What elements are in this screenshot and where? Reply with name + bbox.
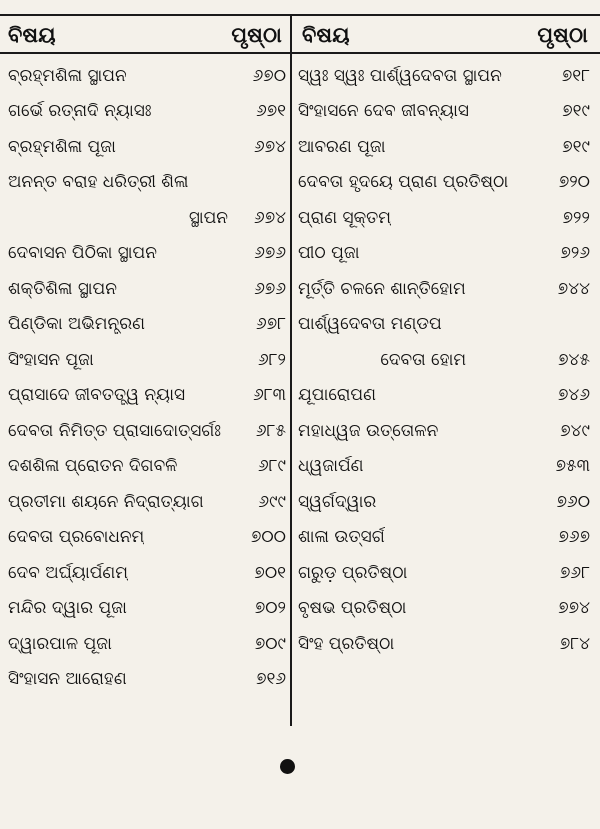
toc-row — [8, 236, 286, 272]
toc-title: ଶାଳା ଉତ୍ସର୍ଗ — [298, 527, 385, 548]
toc-row — [298, 94, 590, 130]
toc-title: ପ୍ରାସାଦେ ଜୀବତତ୍ତ୍ୱ ନ୍ୟାସ — [8, 385, 186, 406]
toc-page: ୭୪୫ — [558, 349, 590, 370]
toc-title: ସ୍ଥାପନ — [188, 207, 229, 228]
toc-title: ଦେବତା ହୃଦୟେ ପ୍ରାଣ ପ୍ରତିଷ୍ଠା — [298, 172, 509, 193]
toc-title: ପାର୍ଶ୍ୱଦେବତା ମଣ୍ଡପ — [298, 314, 442, 335]
toc-row — [8, 555, 286, 591]
toc-title: ଦେବାସନ ପିଠିକା ସ୍ଥାପନ — [8, 243, 157, 264]
toc-title: ଶକ୍ତିଶିଳା ସ୍ଥାପନ — [8, 278, 117, 299]
toc-row — [8, 94, 286, 130]
toc-title: ଧ୍ୱଜାର୍ପଣ — [298, 456, 364, 477]
toc-title: ବ୍ରହ୍ମଶିଳା ସ୍ଥାପନ — [8, 65, 127, 86]
toc-row — [8, 591, 286, 627]
toc-page: ୭୮୪ — [559, 633, 590, 654]
toc-page: ୬୭୮ — [256, 314, 286, 335]
toc-row — [298, 200, 590, 236]
toc-title: ପୀଠ ପୂଜା — [298, 243, 360, 264]
toc-title: ମୂର୍ତ୍ତି ଚଳନେ ଶାନ୍ତିହୋମ — [298, 278, 466, 299]
toc-row — [8, 165, 286, 201]
toc-page: ୬୭୪ — [254, 207, 286, 228]
toc-row — [8, 342, 286, 378]
toc-title: ଅନନ୍ତ ବରାହ ଧରିତ୍ରୀ ଶିଳା — [8, 172, 189, 193]
toc-title: ପ୍ରାଣ ସୂକ୍ତମ୍ — [298, 207, 391, 228]
toc-page: ୭୭୪ — [558, 598, 590, 619]
toc-page: ୭୦୯ — [254, 633, 286, 654]
right-header-page: ପୃଷ୍ଠା — [537, 22, 588, 47]
right-column — [298, 58, 590, 662]
toc-row — [298, 449, 590, 485]
toc-row — [8, 520, 286, 556]
toc-page: ୬୭୬ — [254, 278, 286, 299]
toc-page: ୭୦୨ — [254, 598, 286, 619]
column-divider — [290, 14, 292, 726]
toc-row — [8, 58, 286, 94]
toc-title: ଦେବତା ନିମିତ୍ତ ପ୍ରାସାଦୋତ୍ସର୍ଗଃ — [8, 420, 221, 441]
toc-row — [298, 342, 590, 378]
toc-page: ୭୧୬ — [256, 669, 286, 690]
toc-row — [8, 307, 286, 343]
toc-page: ୭୬୭ — [558, 527, 590, 548]
toc-title: ଗରୁଡ଼ ପ୍ରତିଷ୍ଠା — [298, 562, 408, 583]
right-header — [302, 20, 588, 50]
toc-page: ୬୮୫ — [255, 420, 286, 441]
toc-title: ଦ୍ୱାରପାଳ ପୂଜା — [8, 633, 112, 654]
toc-title: ସ୍ୱର୍ଗଦ୍ୱାର — [298, 491, 377, 512]
toc-row — [8, 413, 286, 449]
toc-page: ୬୮୯ — [258, 456, 286, 477]
left-header — [8, 20, 282, 50]
toc-title: ବ୍ରହ୍ମଶିଳା ପୂଜା — [8, 136, 116, 157]
top-rule — [0, 14, 600, 16]
toc-page: ୭୫୩ — [555, 456, 590, 477]
toc-page: ୭୬୮ — [560, 562, 590, 583]
toc-page: ୭୨୬ — [560, 243, 590, 264]
toc-row — [298, 378, 590, 414]
toc-row — [298, 520, 590, 556]
toc-row — [8, 200, 286, 236]
right-header-subject: ବିଷୟ — [302, 22, 350, 47]
toc-row — [298, 591, 590, 627]
toc-page: ୬୭୧ — [256, 101, 286, 122]
toc-row — [298, 555, 590, 591]
toc-page: ୬୮୨ — [257, 349, 286, 370]
toc-title: ସିଂହାସନ ପୂଜା — [8, 349, 94, 370]
toc-title: ସିଂହ ପ୍ରତିଷ୍ଠା — [298, 633, 395, 654]
toc-title: ମହାଧ୍ୱଜ ଉତ୍ତୋଳନ — [298, 420, 439, 441]
toc-row — [8, 662, 286, 698]
toc-row — [8, 449, 286, 485]
toc-title: ବୃଷଭ ପ୍ରତିଷ୍ଠା — [298, 598, 407, 619]
toc-title: ସିଂହାସନ ଆରୋହଣ — [8, 669, 127, 690]
toc-page: ୭୨୦ — [558, 172, 590, 193]
page-dot — [280, 759, 295, 774]
toc-page: ୭୦୧ — [254, 562, 286, 583]
left-header-subject: ବିଷୟ — [8, 22, 56, 47]
toc-row — [298, 626, 590, 662]
toc-row — [298, 165, 590, 201]
toc-row — [298, 236, 590, 272]
toc-page: ୭୧୯ — [562, 136, 590, 157]
left-header-page: ପୃଷ୍ଠା — [231, 22, 282, 47]
toc-row — [298, 484, 590, 520]
toc-page: ୬୭୪ — [254, 136, 286, 157]
toc-page: ୬୭୦ — [252, 65, 286, 86]
toc-row — [298, 58, 590, 94]
toc-page: ୭୧୯ — [562, 101, 590, 122]
toc-page: ୬୯୯ — [258, 491, 286, 512]
toc-title: ଦେବତା ପ୍ରବୋଧନମ୍ — [8, 527, 145, 548]
toc-title: ପିଣ୍ଡିକା ଅଭିମନ୍ତ୍ରଣ — [8, 314, 145, 335]
toc-title: ପ୍ରତୀମା ଶୟନେ ନିଦ୍ରାତ୍ୟାଗ — [8, 491, 204, 512]
toc-page: ୬୭୬ — [254, 243, 286, 264]
toc-row — [8, 271, 286, 307]
toc-title: ସ୍ୱଃ ସ୍ୱଃ ପାର୍ଶ୍ୱଦେବତା ସ୍ଥାପନ — [298, 65, 502, 86]
left-column — [8, 58, 286, 697]
toc-row — [298, 129, 590, 165]
toc-title: ଦଶଶିଳା ପ୍ରୋତନ ଦିଗବଳି — [8, 456, 178, 477]
toc-row — [298, 307, 590, 343]
toc-row — [8, 626, 286, 662]
toc-title: ଯୂପାରୋପଣ — [298, 385, 376, 406]
toc-row — [8, 378, 286, 414]
toc-page: ୬୮୩ — [253, 385, 286, 406]
toc-title: ଆବରଣ ପୂଜା — [298, 136, 386, 157]
toc-title: ଦେବ ଅର୍ଘ୍ୟାର୍ପଣମ୍ — [8, 562, 128, 583]
toc-row — [8, 129, 286, 165]
toc-row — [298, 413, 590, 449]
toc-page: ୭୬୦ — [556, 491, 590, 512]
toc-page: ୭୪୪ — [557, 278, 590, 299]
toc-page: ୭୪୬ — [558, 385, 590, 406]
toc-title: ଗର୍ଭେ ରତ୍ନାଦି ନ୍ୟାସଃ — [8, 101, 152, 122]
toc-row — [8, 484, 286, 520]
toc-page: ୭୪୯ — [560, 420, 590, 441]
header-rule — [0, 52, 600, 54]
toc-title: ମନ୍ଦିର ଦ୍ୱାର ପୂଜା — [8, 598, 127, 619]
toc-page: ୭୨୨ — [562, 207, 590, 228]
toc-row — [298, 271, 590, 307]
toc-title: ଦେବତା ହୋମ — [380, 349, 467, 370]
toc-title: ସିଂହାସନେ ଦେବ ଜୀବନ୍ୟାସ — [298, 101, 469, 122]
toc-page: ୭୧୮ — [561, 65, 590, 86]
toc-page: ୭୦୦ — [250, 527, 286, 548]
